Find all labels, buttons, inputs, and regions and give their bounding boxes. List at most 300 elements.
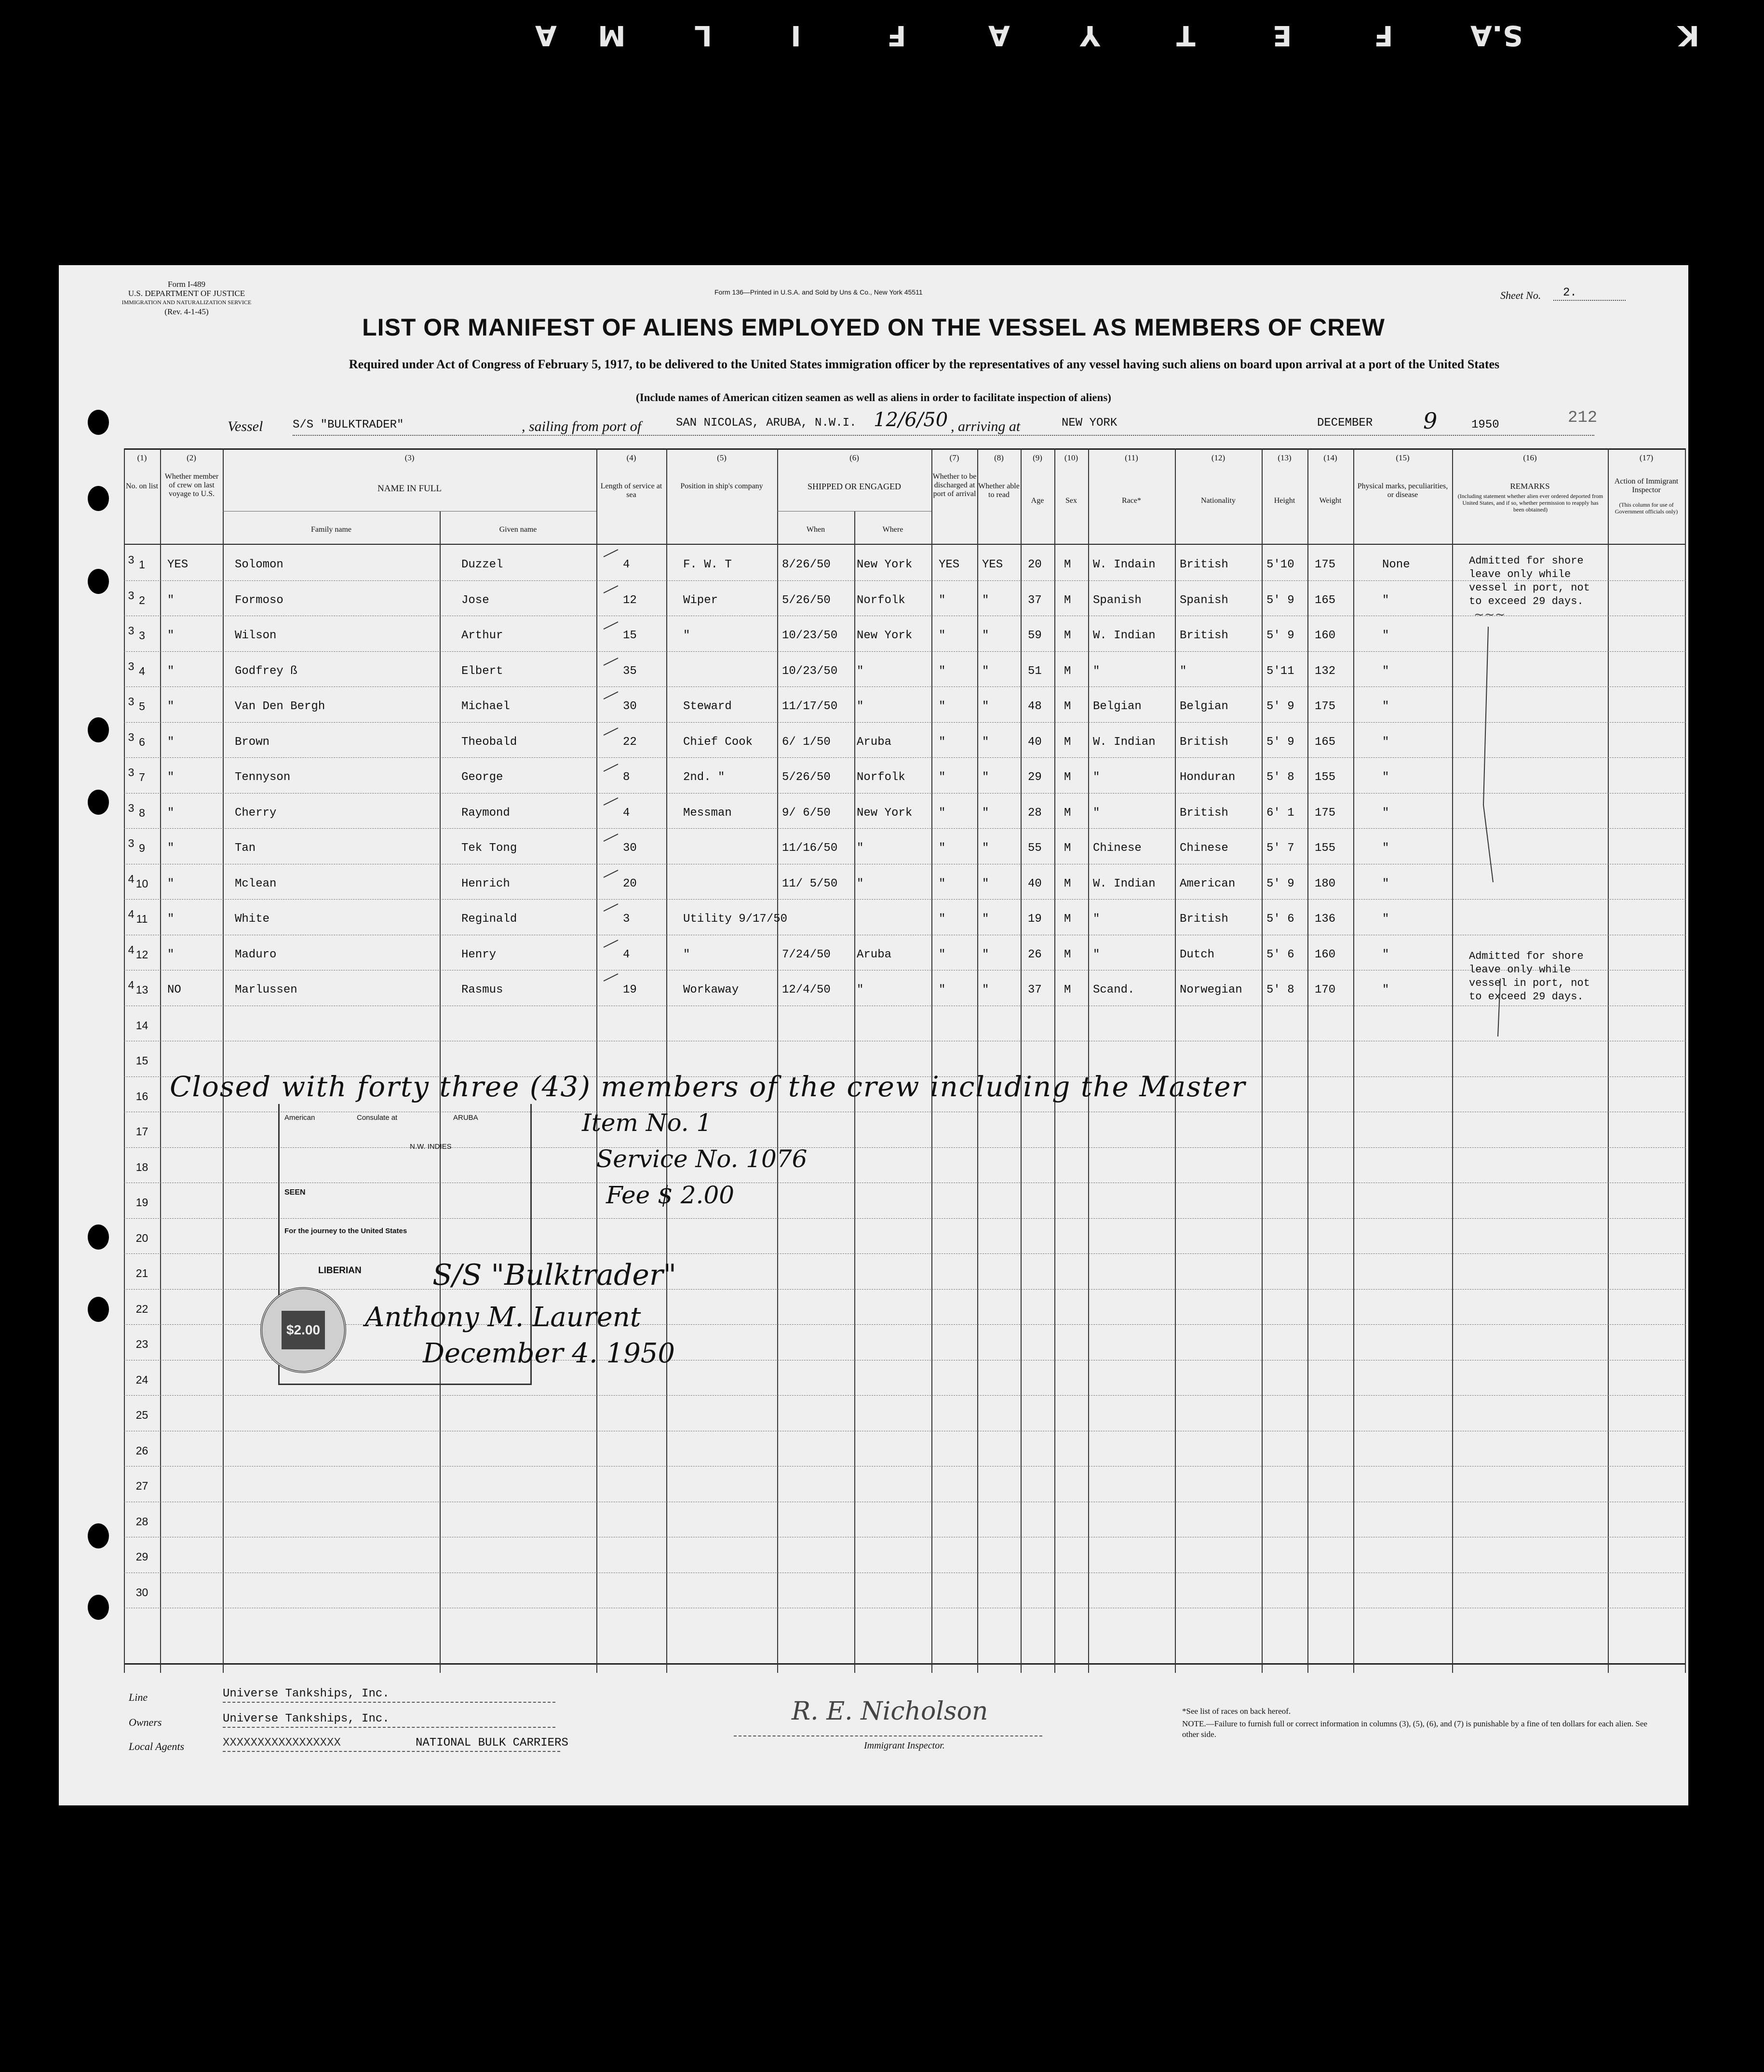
cell-age: 29: [1028, 771, 1042, 784]
cell-given: Duzzel: [461, 558, 503, 571]
cell-where: New York: [857, 558, 913, 571]
punch-hole: [88, 1595, 109, 1620]
col-num: (13): [1278, 453, 1292, 462]
consular-date: December 4. 1950: [423, 1338, 675, 1369]
cell-marks: ": [1382, 806, 1389, 820]
row-number: 3: [139, 629, 145, 642]
cell-last: ": [167, 629, 175, 642]
cell-nationality: American: [1180, 877, 1236, 890]
col-num: (1): [137, 453, 147, 462]
col-num: (4): [626, 453, 636, 462]
service-number: Service No. 1076: [596, 1145, 808, 1173]
stamp-indies: N.W. INDIES: [410, 1143, 452, 1151]
row-prefix: 3: [128, 766, 135, 779]
col-header-remarks: REMARKS: [1510, 482, 1550, 491]
row-number: 17: [135, 1125, 148, 1138]
cell-last: ": [167, 700, 175, 713]
cell-weight: 155: [1315, 771, 1336, 784]
film-edge-letter: F: [1374, 19, 1393, 52]
col-header-nationality: Nationality: [1201, 497, 1236, 505]
cell-marks: ": [1382, 664, 1389, 678]
stamp-american: American: [284, 1114, 315, 1122]
cell-weight: 155: [1315, 842, 1336, 855]
col-header-given-name: Given name: [499, 525, 537, 534]
cell-last: ": [167, 842, 175, 855]
row-separator: [124, 828, 1686, 829]
cell-sex: M: [1064, 664, 1071, 678]
cell-service: 15: [623, 629, 637, 642]
cell-family: Marlussen: [235, 983, 297, 996]
stamp-number: 212: [1568, 409, 1598, 427]
cell-given: George: [461, 771, 503, 784]
cell-given: Theobald: [461, 735, 517, 749]
row-separator: [124, 616, 1686, 617]
cell-last: YES: [167, 558, 189, 571]
footer-line-label: Line: [129, 1691, 148, 1703]
cell-marks: ": [1382, 877, 1389, 890]
col-num: (3): [404, 453, 415, 462]
cell-marks: None: [1382, 558, 1410, 571]
row-separator: [124, 1006, 1686, 1007]
footer-agents-label: Local Agents: [129, 1740, 185, 1752]
row-number: 14: [135, 1019, 148, 1032]
row-number: 30: [135, 1586, 148, 1599]
cell-read: ": [982, 948, 989, 961]
col-header-height: Height: [1274, 497, 1295, 505]
cell-discharged: ": [939, 842, 946, 855]
row-separator: [124, 651, 1686, 652]
col-num: (11): [1125, 453, 1138, 462]
cell-height: 5' 7: [1266, 842, 1294, 855]
cell-weight: 160: [1315, 629, 1336, 642]
cell-given: Elbert: [461, 664, 503, 678]
cell-where: Aruba: [857, 735, 892, 749]
row-separator: [124, 757, 1686, 758]
row-prefix: 4: [128, 943, 135, 956]
cell-discharged: ": [939, 948, 946, 961]
cell-sex: M: [1064, 842, 1071, 855]
row-number: 22: [135, 1302, 148, 1315]
cell-family: Brown: [235, 735, 270, 749]
cell-marks: ": [1382, 700, 1389, 713]
cell-position: Chief Cook: [683, 735, 753, 749]
cell-discharged: ": [939, 983, 946, 996]
cell-height: 6' 1: [1266, 806, 1294, 820]
col-num: (10): [1064, 453, 1078, 462]
row-number: 15: [135, 1054, 148, 1067]
cell-discharged: ": [939, 877, 946, 890]
row-number: 20: [135, 1231, 148, 1244]
cell-where: New York: [857, 629, 913, 642]
cell-race: Belgian: [1093, 700, 1142, 713]
cell-family: Maduro: [235, 948, 277, 961]
row-number: 18: [135, 1160, 148, 1173]
cell-weight: 175: [1315, 700, 1336, 713]
cell-marks: ": [1382, 842, 1389, 855]
cell-position: F. W. T: [683, 558, 732, 571]
row-separator: [124, 935, 1686, 936]
row-separator: [124, 1395, 1686, 1396]
cell-read: YES: [982, 558, 1003, 571]
col-header-no: No. on list: [125, 482, 159, 490]
cell-height: 5'10: [1266, 558, 1294, 571]
cell-when: 7/24/50: [782, 948, 831, 961]
cell-age: 40: [1028, 877, 1042, 890]
cell-position: Messman: [683, 806, 732, 820]
cell-age: 51: [1028, 664, 1042, 678]
row-number: 6: [139, 735, 145, 748]
cell-race: W. Indian: [1093, 629, 1156, 642]
row-prefix: 3: [128, 553, 135, 566]
cell-age: 20: [1028, 558, 1042, 571]
cell-age: 37: [1028, 593, 1042, 607]
cell-nationality: Belgian: [1180, 700, 1228, 713]
cell-service: 12: [623, 593, 637, 607]
cell-given: Michael: [461, 700, 510, 713]
cell-discharged: ": [939, 700, 946, 713]
cell-sex: M: [1064, 877, 1071, 890]
footer-agents-struck: XXXXXXXXXXXXXXXXX: [223, 1736, 341, 1749]
cell-nationality: Chinese: [1180, 842, 1228, 855]
arrival-day: 9: [1423, 408, 1438, 434]
col-header-name: NAME IN FULL: [377, 484, 442, 494]
cell-age: 59: [1028, 629, 1042, 642]
crew-table: [124, 448, 1686, 1673]
row-number: 8: [139, 806, 145, 819]
cell-height: 5' 8: [1266, 983, 1294, 996]
row-separator: [124, 1608, 1686, 1609]
cell-sex: M: [1064, 806, 1071, 820]
sheet-label: Sheet No.: [1500, 289, 1541, 301]
col-header-inspector: Action of Immigrant Inspector: [1614, 477, 1679, 494]
cell-given: Raymond: [461, 806, 510, 820]
row-number: 29: [135, 1550, 148, 1563]
cell-height: 5' 9: [1266, 629, 1294, 642]
col-num: (16): [1523, 453, 1537, 462]
service: IMMIGRATION AND NATURALIZATION SERVICE: [121, 299, 252, 306]
cell-family: Cherry: [235, 806, 277, 820]
row-number: 7: [139, 771, 145, 783]
cell-last: ": [167, 877, 175, 890]
cell-family: Godfrey ß: [235, 664, 297, 678]
stamp-seen: SEEN: [284, 1188, 306, 1197]
printer-note: Form 136—Printed in U.S.A. and Sold by Uns & Co., New York 45511: [714, 288, 923, 296]
stamp-consulate: Consulate at: [357, 1114, 398, 1122]
row-separator: [124, 1041, 1686, 1042]
row-separator: [124, 1431, 1686, 1432]
cell-service: 4: [623, 558, 630, 571]
cell-discharged: ": [939, 913, 946, 926]
cell-nationality: British: [1180, 806, 1228, 820]
cell-weight: 175: [1315, 806, 1336, 820]
cell-discharged: YES: [939, 558, 960, 571]
film-edge-letter: E: [1273, 19, 1292, 52]
film-edge-letter: K: [1678, 19, 1699, 52]
cell-weight: 132: [1315, 664, 1336, 678]
cell-race: Scand.: [1093, 983, 1135, 996]
cell-marks: ": [1382, 629, 1389, 642]
cell-given: Jose: [461, 593, 489, 607]
cell-service: 4: [623, 806, 630, 820]
cell-nationality: British: [1180, 629, 1228, 642]
inspector-caption: Immigrant Inspector.: [864, 1740, 945, 1751]
cell-where: ": [857, 877, 864, 890]
row-number: 11: [136, 913, 148, 925]
cell-position: Wiper: [683, 593, 718, 607]
cell-race: ": [1093, 771, 1100, 784]
cell-sex: M: [1064, 629, 1071, 642]
remarks-entry-2: Admitted for shore leave only while vessel in port, not to exceed 29 days.: [1469, 950, 1590, 1003]
form-number: Form I-489: [168, 280, 205, 289]
cell-family: Mclean: [235, 877, 277, 890]
cell-read: ": [982, 771, 989, 784]
row-prefix: 4: [128, 908, 135, 920]
form-id-block: [107, 280, 266, 316]
row-number: 10: [135, 877, 148, 890]
cell-nationality: Dutch: [1180, 948, 1215, 961]
cell-family: Formoso: [235, 593, 283, 607]
cell-read: ": [982, 629, 989, 642]
row-prefix: 3: [128, 624, 135, 637]
cell-sex: M: [1064, 593, 1071, 607]
row-number: 27: [135, 1480, 148, 1492]
cell-service: 3: [623, 913, 630, 926]
cell-where: ": [857, 700, 864, 713]
footer-line-value: Universe Tankships, Inc.: [223, 1687, 390, 1700]
arrival-month: DECEMBER: [1317, 417, 1373, 430]
col-header-sex: Sex: [1065, 497, 1077, 505]
cell-read: ": [982, 983, 989, 996]
col-header-read: Whether able to read: [978, 482, 1020, 499]
cell-sex: M: [1064, 735, 1071, 749]
cell-read: ": [982, 806, 989, 820]
footer-owners-label: Owners: [129, 1716, 162, 1728]
cell-weight: 165: [1315, 593, 1336, 607]
row-separator: [124, 899, 1686, 900]
row-number: 19: [135, 1196, 148, 1209]
cell-nationality: Spanish: [1180, 593, 1228, 607]
stamp-aruba: ARUBA: [453, 1114, 478, 1122]
cell-where: ": [857, 842, 864, 855]
cell-position: ": [683, 629, 690, 642]
punch-hole: [88, 1523, 109, 1548]
col-num: (2): [187, 453, 196, 462]
row-number: 13: [135, 983, 148, 996]
col-num: (15): [1396, 453, 1410, 462]
inspector-signature: R. E. Nicholson: [792, 1697, 988, 1726]
row-number: 24: [135, 1373, 148, 1386]
cell-service: 19: [623, 983, 637, 996]
cell-when: 5/26/50: [782, 771, 831, 784]
cell-when: 5/26/50: [782, 593, 831, 607]
cell-family: Van Den Bergh: [235, 700, 325, 713]
cell-marks: ": [1382, 735, 1389, 749]
cell-weight: 175: [1315, 558, 1336, 571]
sheet-number: 2.: [1563, 286, 1577, 299]
cell-nationality: Norwegian: [1180, 983, 1242, 996]
cell-last: NO: [167, 983, 181, 996]
row-separator: [124, 686, 1686, 687]
arriving-port: NEW YORK: [1062, 417, 1118, 430]
cell-where: Norfolk: [857, 593, 905, 607]
cell-sex: M: [1064, 913, 1071, 926]
fee-stamp-value: $2.00: [282, 1311, 325, 1349]
cell-height: 5' 8: [1266, 771, 1294, 784]
cell-service: 8: [623, 771, 630, 784]
cell-when: 10/23/50: [782, 629, 838, 642]
col-num: (8): [994, 453, 1004, 462]
cell-last: ": [167, 948, 175, 961]
row-number: 26: [135, 1444, 148, 1457]
cell-marks: ": [1382, 948, 1389, 961]
col-header-race: Race*: [1122, 497, 1141, 505]
cell-given: Henrich: [461, 877, 510, 890]
consul-signature: Anthony M. Laurent: [365, 1302, 641, 1333]
remarks-bracket-lines: [1464, 612, 1522, 1046]
cell-read: ": [982, 700, 989, 713]
punch-hole: [88, 717, 109, 742]
row-number: 12: [135, 948, 148, 961]
row-number: 4: [139, 664, 145, 677]
cell-race: ": [1093, 913, 1100, 926]
sailing-port: SAN NICOLAS, ARUBA, N.W.I.: [676, 417, 857, 430]
row-number: 1: [139, 558, 145, 571]
film-edge-letter: T: [1176, 19, 1196, 52]
cell-height: 5'11: [1266, 664, 1294, 678]
cell-age: 19: [1028, 913, 1042, 926]
cell-height: 5' 6: [1266, 913, 1294, 926]
col-header-family-name: Family name: [311, 525, 351, 534]
col-header-position: Position in ship's company: [680, 482, 763, 490]
row-number: 16: [135, 1090, 148, 1103]
col-num: (5): [717, 453, 727, 462]
cell-race: Chinese: [1093, 842, 1142, 855]
cell-age: 28: [1028, 806, 1042, 820]
cell-height: 5' 9: [1266, 593, 1294, 607]
row-number: 25: [135, 1409, 148, 1421]
cell-sex: M: [1064, 771, 1071, 784]
cell-given: Rasmus: [461, 983, 503, 996]
cell-family: Tan: [235, 842, 256, 855]
cell-age: 40: [1028, 735, 1042, 749]
remarks-handwritten-initials: ~~~: [1474, 607, 1506, 622]
cell-when: 11/ 5/50: [782, 877, 838, 890]
col-header-age: Age: [1031, 497, 1044, 505]
cell-read: ": [982, 877, 989, 890]
cell-nationality: British: [1180, 735, 1228, 749]
cell-read: ": [982, 593, 989, 607]
cell-position: Workaway: [683, 983, 739, 996]
cell-race: Spanish: [1093, 593, 1142, 607]
cell-position: Utility 9/17/50: [683, 913, 788, 926]
arriving-label: , arriving at: [951, 418, 1021, 434]
cell-position: 2nd. ": [683, 771, 725, 784]
col-header-inspector-note: (This column for use of Government officials only): [1615, 501, 1678, 515]
cell-discharged: ": [939, 664, 946, 678]
cell-family: Wilson: [235, 629, 277, 642]
footer-note-races: *See list of races on back hereof.: [1182, 1707, 1291, 1716]
sailing-date-handwritten: 12/6/50: [874, 409, 948, 431]
cell-height: 5' 9: [1266, 735, 1294, 749]
col-header-weight: Weight: [1319, 497, 1342, 505]
cell-sex: M: [1064, 700, 1071, 713]
cell-race: W. Indian: [1093, 877, 1156, 890]
row-prefix: 3: [128, 730, 135, 743]
col-num: (6): [849, 453, 859, 462]
cell-read: ": [982, 913, 989, 926]
fee-stamp-seal: [260, 1287, 346, 1373]
cell-weight: 180: [1315, 877, 1336, 890]
item-number: Item No. 1: [582, 1109, 712, 1137]
row-separator: [124, 580, 1686, 581]
cell-when: 11/17/50: [782, 700, 838, 713]
col-header-physical: Physical marks, peculiarities, or disease: [1357, 482, 1448, 499]
punch-hole: [88, 486, 109, 511]
cell-nationality: British: [1180, 558, 1228, 571]
row-separator: [124, 793, 1686, 794]
cell-weight: 160: [1315, 948, 1336, 961]
cell-when: 6/ 1/50: [782, 735, 831, 749]
film-edge-letter: A: [535, 19, 557, 52]
row-prefix: 3: [128, 659, 135, 673]
cell-last: ": [167, 664, 175, 678]
vessel-handwritten: S/S "Bulktrader": [432, 1258, 677, 1292]
document-subnote: (Include names of American citizen seamen as well as aliens in order to facilitate inspection of aliens): [636, 391, 1111, 404]
col-num: (7): [949, 453, 959, 462]
cell-weight: 170: [1315, 983, 1336, 996]
footer-agents-value: NATIONAL BULK CARRIERS: [416, 1736, 568, 1749]
film-edge: [0, 0, 1764, 96]
film-edge-letter: M: [598, 19, 626, 52]
cell-marks: ": [1382, 771, 1389, 784]
punch-hole: [88, 790, 109, 815]
cell-family: White: [235, 913, 270, 926]
col-num: (9): [1033, 453, 1042, 462]
document-subtitle: Required under Act of Congress of February 5, 1917, to be delivered to the United States immigration officer by the representatives of any vessel having such aliens on board upon arrival at a port of the United States: [349, 357, 1500, 371]
cell-given: Reginald: [461, 913, 517, 926]
cell-where: ": [857, 983, 864, 996]
cell-discharged: ": [939, 593, 946, 607]
cell-when: 8/26/50: [782, 558, 831, 571]
cell-marks: ": [1382, 983, 1389, 996]
cell-given: Henry: [461, 948, 497, 961]
cell-race: ": [1093, 664, 1100, 678]
row-separator: [124, 1537, 1686, 1538]
cell-given: Tek Tong: [461, 842, 517, 855]
cell-where: New York: [857, 806, 913, 820]
col-num: (14): [1323, 453, 1337, 462]
row-prefix: 3: [128, 801, 135, 814]
cell-discharged: ": [939, 735, 946, 749]
cell-last: ": [167, 593, 175, 607]
fee-amount: Fee $ 2.00: [606, 1181, 735, 1209]
arrival-year: 1950: [1471, 418, 1499, 431]
cell-marks: ": [1382, 593, 1389, 607]
col-num: (12): [1211, 453, 1225, 462]
cell-service: 4: [623, 948, 630, 961]
cell-service: 22: [623, 735, 637, 749]
cell-race: ": [1093, 806, 1100, 820]
film-edge-letter: A: [988, 19, 1010, 52]
manifest-sheet: [59, 265, 1688, 1805]
film-edge-letter: I: [791, 19, 801, 52]
cell-last: ": [167, 913, 175, 926]
cell-when: 10/23/50: [782, 664, 838, 678]
stamp-flag: LIBERIAN: [318, 1265, 362, 1276]
col-header-where: Where: [882, 525, 903, 534]
service-tick-marks: [599, 545, 666, 1017]
col-header-discharged: Whether to be discharged at port of arrival: [932, 472, 977, 498]
